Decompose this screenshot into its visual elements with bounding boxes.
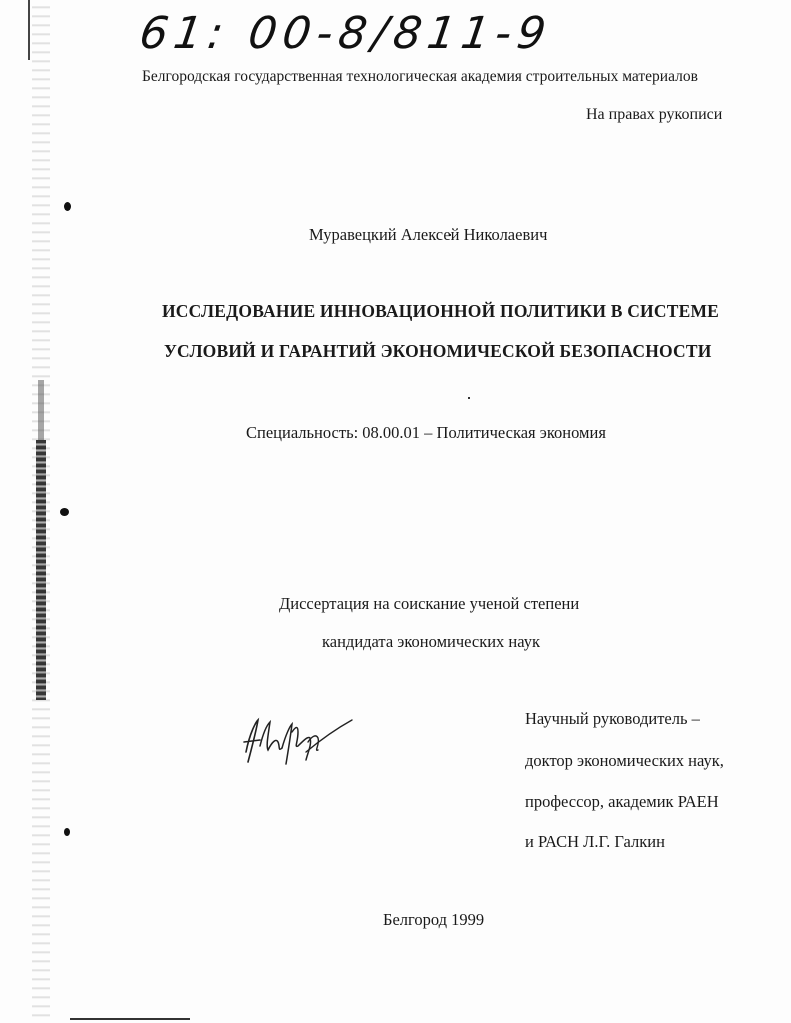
supervisor-line-2: доктор экономических наук, (525, 751, 724, 770)
scan-edge-mark-dark (36, 440, 46, 700)
dissertation-title-line-1: ИССЛЕДОВАНИЕ ИННОВАЦИОННОЙ ПОЛИТИКИ В СИСТЕМЕ (162, 301, 720, 321)
scan-dot-1 (64, 202, 71, 211)
scan-dot-3 (64, 828, 70, 836)
supervisor-line-3: профессор, академик РАЕН (525, 792, 719, 811)
supervisor-line-1: Научный руководитель – (525, 709, 700, 728)
institution-name: Белгородская государственная технологическая академия строительных материалов (142, 68, 698, 85)
author-name: Муравецкий Алексей Николаевич (309, 225, 548, 244)
degree-line-1: Диссертация на соискание ученой степени (279, 594, 580, 613)
signature-icon (238, 712, 358, 772)
scan-dot-2 (60, 508, 69, 516)
scan-edge-mark-mid (38, 380, 44, 440)
scan-bottom-line (70, 1018, 190, 1020)
scan-edge-line (28, 0, 30, 60)
supervisor-line-4: и РАСН Л.Г. Галкин (525, 832, 665, 851)
dissertation-title-line-2: УСЛОВИЙ И ГАРАНТИЙ ЭКОНОМИЧЕСКОЙ БЕЗОПАСНОСТИ (164, 341, 712, 361)
specialty: Специальность: 08.00.01 – Политическая экономия (246, 423, 606, 442)
scan-speck (468, 397, 470, 399)
handwritten-archive-code: 61: 00-8/811-9 (136, 8, 555, 59)
degree-line-2: кандидата экономических наук (322, 632, 541, 651)
rights-notice: На правах рукописи (586, 106, 723, 123)
city-year: Белгород 1999 (383, 910, 485, 929)
